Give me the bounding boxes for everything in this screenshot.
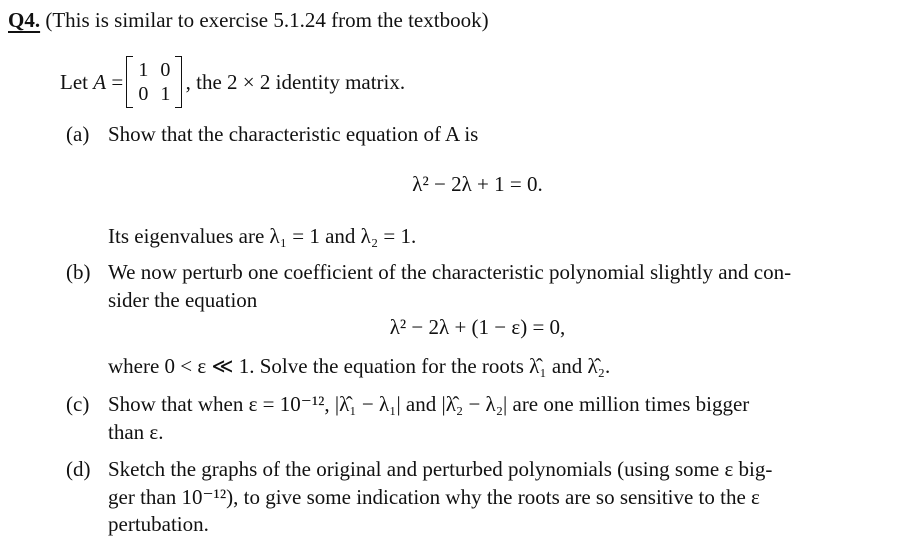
- part-d-line-1: Sketch the graphs of the original and perturbed polynomials (using some ε big-: [108, 457, 773, 481]
- part-c-line-2: than ε.: [108, 420, 164, 444]
- part-a-label: (a): [66, 122, 90, 146]
- part-b-line-1: We now perturb one coefficient of the characteristic polynomial slightly and con-: [108, 260, 792, 284]
- part-d-line-2: ger than 10⁻¹²), to give some indication why the roots are so sensitive to the ε: [108, 485, 760, 509]
- matrix-entry-11: 1: [138, 59, 149, 81]
- question-header: [8, 6, 489, 34]
- part-b-label: (b): [66, 260, 91, 284]
- part-a-equation: λ² − 2λ + 1 = 0.: [412, 172, 543, 196]
- part-a-eigenvalues: Its eigenvalues are λ₁ = 1 and λ₂ = 1.: [108, 224, 417, 248]
- part-b-line-2: sider the equation: [108, 288, 258, 312]
- part-c-label: (c): [66, 392, 90, 416]
- matrix-right-bracket: [175, 56, 182, 108]
- part-b-equation: λ² − 2λ + (1 − ε) = 0,: [389, 315, 566, 339]
- equals-sign: =: [111, 70, 124, 94]
- matrix-description: , the 2 × 2 identity matrix.: [185, 70, 406, 94]
- matrix-entry-21: 0: [138, 83, 149, 105]
- matrix-definition: [60, 58, 405, 108]
- question-number: Q4.: [8, 8, 41, 32]
- let-word: Let: [60, 70, 88, 94]
- question-note: (This is similar to exercise 5.1.24 from the textbook): [45, 8, 489, 32]
- matrix-left-bracket: [126, 56, 133, 108]
- identity-matrix: [132, 58, 176, 106]
- part-c-line-1: Show that when ε = 10⁻¹², |λ̂₁ − λ₁| and |λ̂₂ − λ₂| are one million times bigger: [108, 392, 750, 416]
- matrix-entry-12: 0: [160, 59, 171, 81]
- part-d-line-3: pertubation.: [108, 512, 209, 536]
- part-a-text: Show that the characteristic equation of A is: [108, 122, 479, 146]
- matrix-variable: A: [93, 70, 107, 94]
- part-d-label: (d): [66, 457, 91, 481]
- matrix-entry-22: 1: [160, 83, 171, 105]
- part-b-line-3: where 0 < ε ≪ 1. Solve the equation for the roots λ̂₁ and λ̂₂.: [108, 354, 611, 378]
